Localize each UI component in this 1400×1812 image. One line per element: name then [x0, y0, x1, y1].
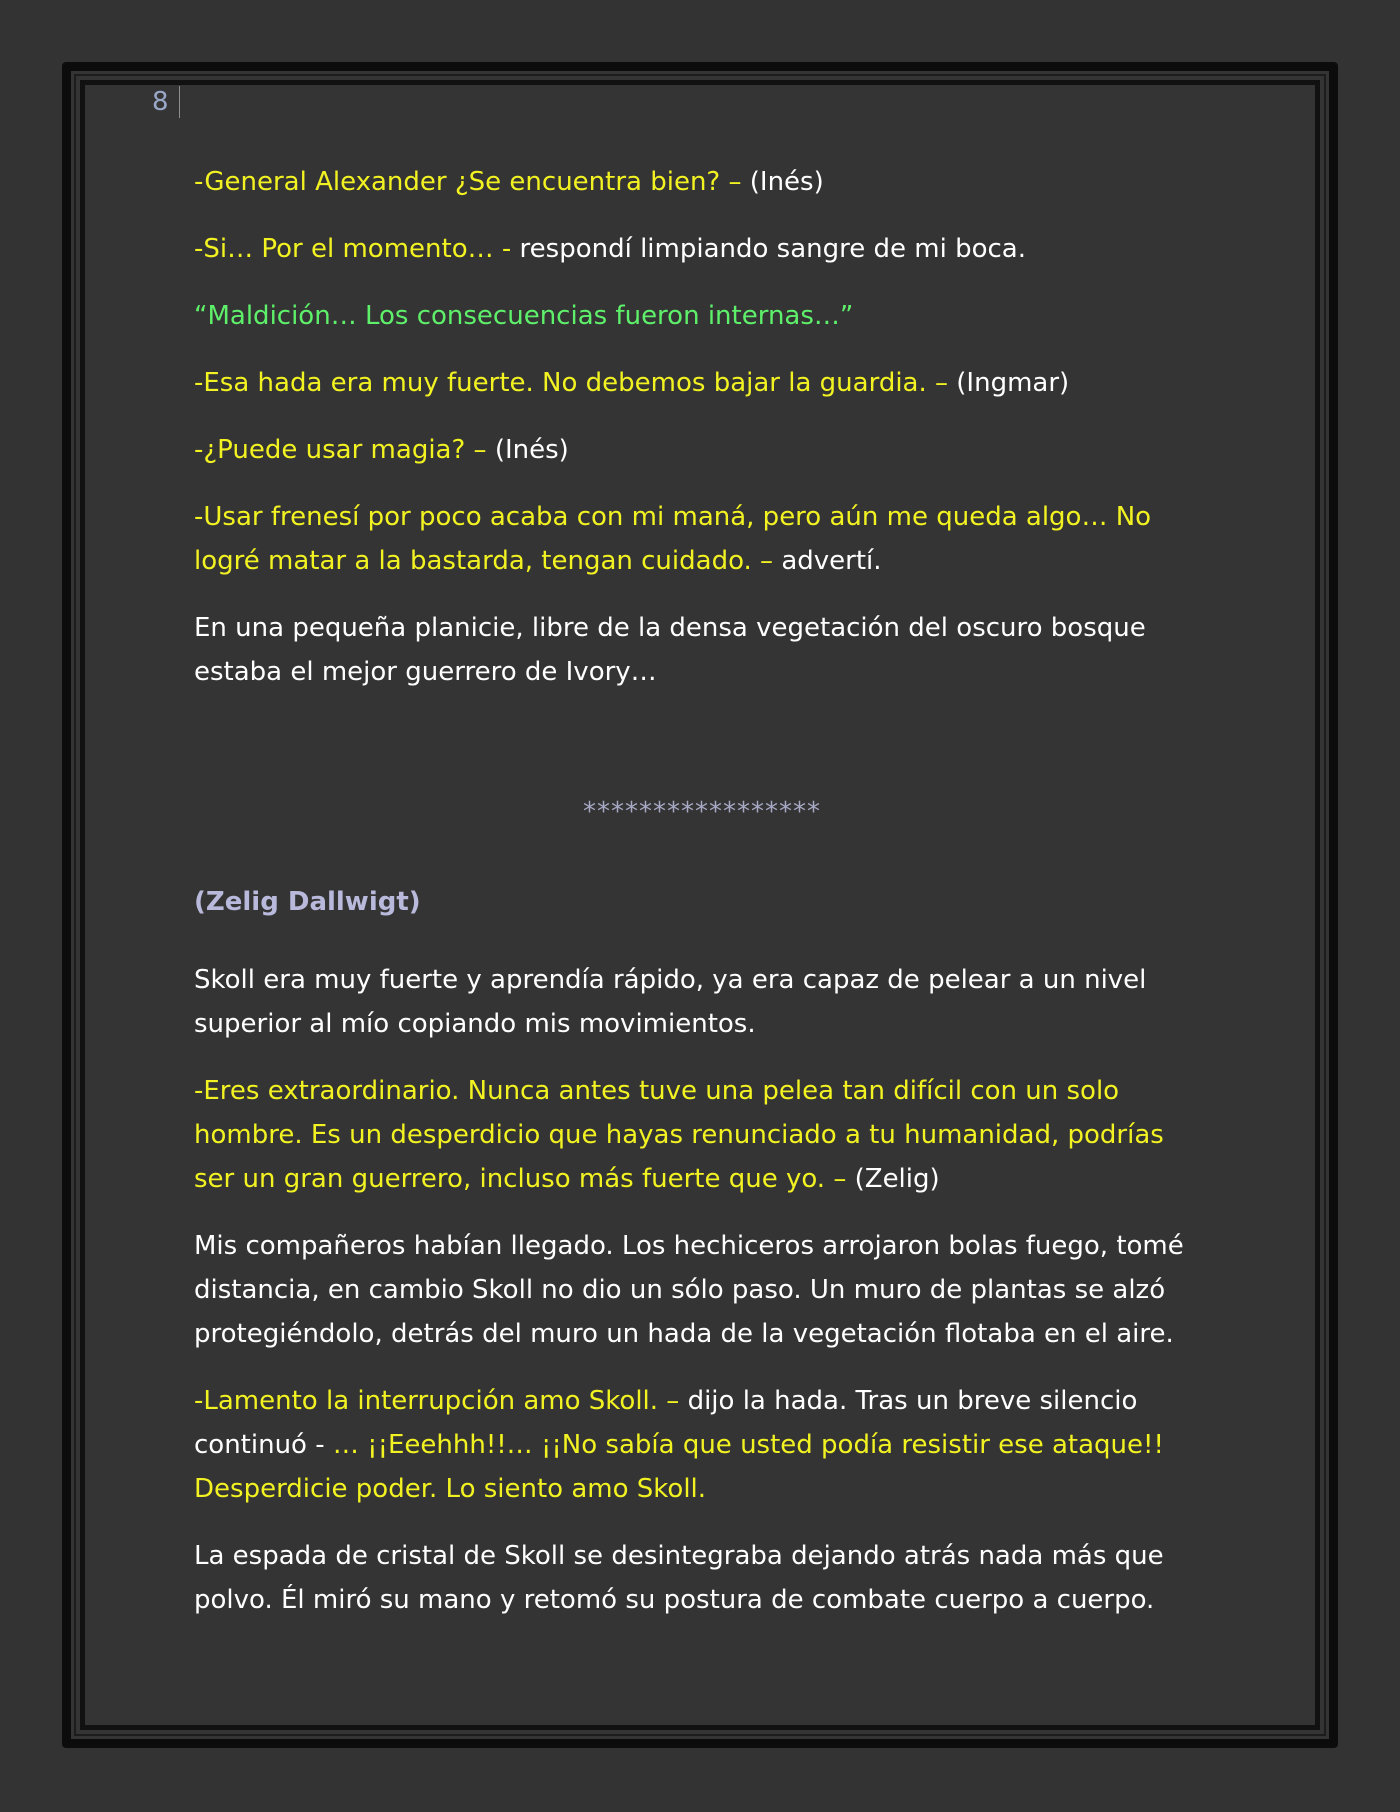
dialogue-line: [194, 428, 1210, 472]
dialogue-line: [194, 361, 1210, 405]
dialogue-speech: -Eres extraordinario. Nunca antes tuve una pelea tan difícil con un solo hombre. Es un desperdicio que hayas renunciado a tu humanidad, podrías ser un gran guerrero, incluso más fuerte que yo. –: [194, 1076, 1164, 1194]
narration-text: En una pequeña planicie, libre de la densa vegetación del oscuro bosque estaba el mejor guerrero de Ivory…: [194, 613, 1146, 687]
dialogue-speech: -Si… Por el momento… -: [194, 234, 520, 264]
dialogue-speaker: (Ingmar): [956, 368, 1070, 398]
section-heading: (Zelig Dallwigt): [194, 887, 421, 917]
narration-paragraph: [194, 958, 1210, 1046]
narration-text: respondí limpiando sangre de mi boca.: [519, 234, 1026, 264]
dialogue-speaker: (Inés): [494, 435, 569, 465]
dialogue-speaker: (Inés): [749, 167, 824, 197]
narration-paragraph: [194, 1224, 1210, 1356]
dialogue-line: [194, 495, 1210, 583]
narration-paragraph: [194, 606, 1210, 694]
narration-text: Mis compañeros habían llegado. Los hechiceros arrojaron bolas fuego, tomé distancia, en cambio Skoll no dio un sólo paso. Un muro de plantas se alzó protegiéndolo, detrás del muro un hada de la vegetación flotaba en el aire.: [194, 1231, 1184, 1349]
dialogue-speech: -General Alexander ¿Se encuentra bien? –: [194, 167, 750, 197]
dialogue-speech: -Lamento la interrupción amo Skoll. –: [194, 1386, 688, 1416]
dialogue-speech: … ¡¡Eeehhh!!… ¡¡No sabía que usted podía resistir ese ataque!! Desperdicie poder. Lo siento amo Skoll.: [194, 1430, 1164, 1504]
dialogue-line: [194, 227, 1210, 271]
narration-text: advertí.: [781, 546, 882, 576]
dialogue-speech: -Usar frenesí por poco acaba con mi maná, pero aún me queda algo… No logré matar a la bastarda, tengan cuidado. –: [194, 502, 1152, 576]
dialogue-line: [194, 1069, 1210, 1201]
thought-text: “Maldición… Los consecuencias fueron internas…”: [194, 301, 854, 331]
narration-text: dijo la hada. Tras un breve silencio continuó -: [194, 1386, 1138, 1460]
dialogue-line: [194, 160, 1210, 204]
narration-text: La espada de cristal de Skoll se desintegraba dejando atrás nada más que polvo. Él miró su mano y retomó su postura de combate cuerpo a cuerpo.: [194, 1541, 1164, 1615]
page-number: 8: [152, 86, 180, 118]
narration-paragraph: [194, 1534, 1210, 1622]
dialogue-speaker: (Zelig): [854, 1164, 940, 1194]
narration-text: Skoll era muy fuerte y aprendía rápido, ya era capaz de pelear a un nivel superior al mío copiando mis movimientos.: [194, 965, 1147, 1039]
dialogue-line: [194, 1379, 1210, 1511]
section-separator: *****************: [583, 797, 821, 827]
dialogue-speech: -¿Puede usar magia? –: [194, 435, 495, 465]
dialogue-speech: -Esa hada era muy fuerte. No debemos bajar la guardia. –: [194, 368, 957, 398]
thought-line: [194, 294, 1210, 338]
